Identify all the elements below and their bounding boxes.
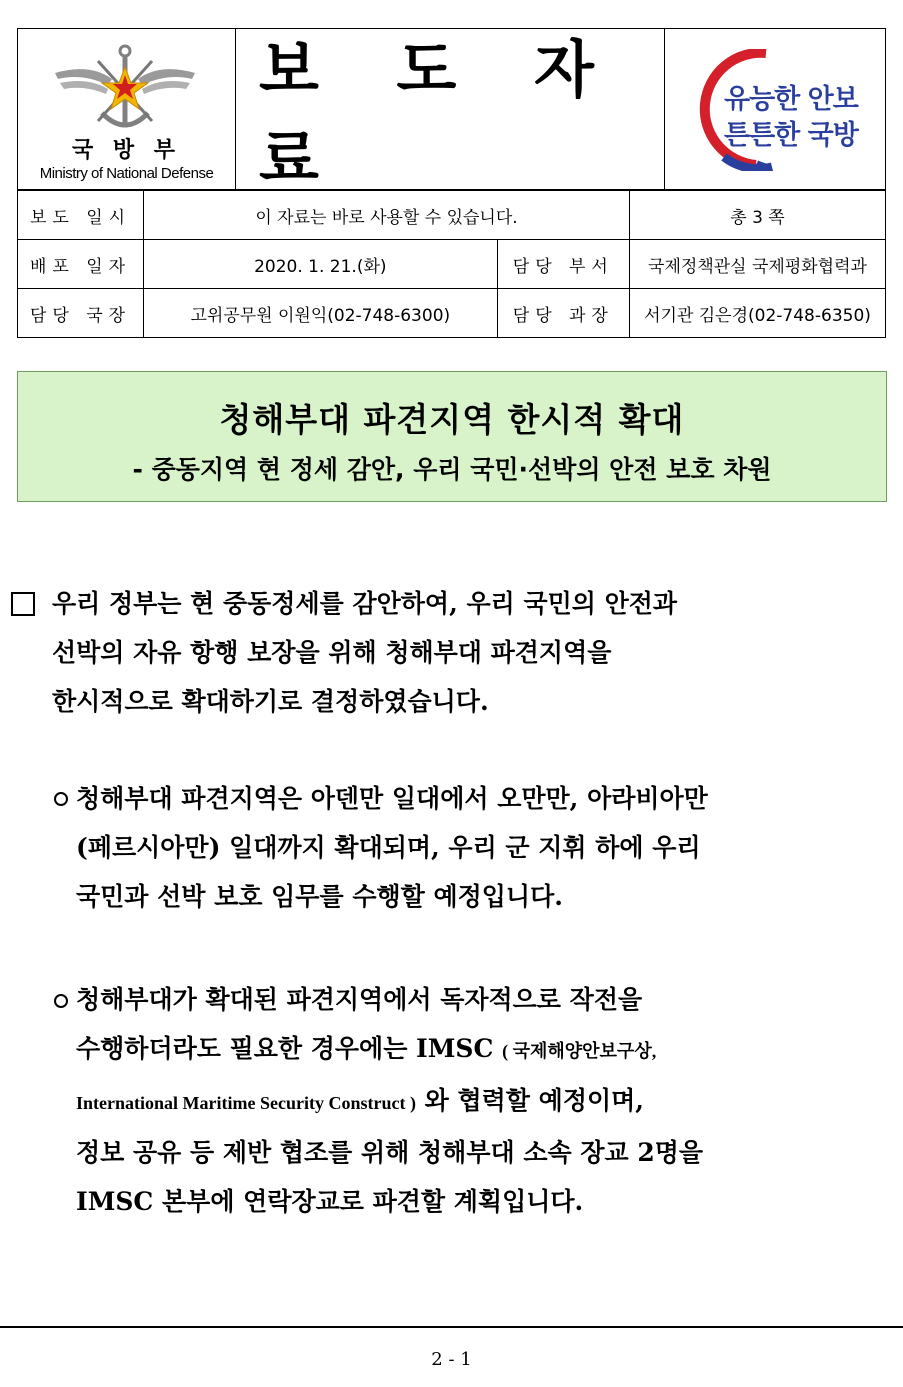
paragraph-3-text: 와 협력할 예정이며, (424, 1086, 644, 1115)
headline-title: 청해부대 파견지역 한시적 확대 (219, 400, 685, 439)
dept-label: 담당 부서 (497, 240, 629, 289)
circle-bullet-icon (54, 994, 68, 1008)
info-row-contacts (18, 289, 886, 338)
slogan-line-2: 튼튼한 국방 (724, 120, 858, 151)
paragraph-1-line: 한시적으로 확대하기로 결정하였습니다. (52, 687, 489, 716)
slogan-cell (666, 29, 886, 189)
defense-emblem-icon (50, 41, 200, 133)
slogan-line-1: 유능한 안보 (724, 84, 858, 115)
doc-title: 보 도 자 료 (235, 29, 665, 189)
info-table (17, 190, 886, 338)
circle-bullet-icon (54, 792, 68, 806)
paragraph-2-line: 국민과 선박 보호 임무를 수행할 예정입니다. (76, 882, 563, 911)
footer-divider (0, 1326, 903, 1328)
paragraph-1-line: 우리 정부는 현 중동정세를 감안하여, 우리 국민의 안전과 (52, 589, 678, 618)
release-label: 보도 일시 (18, 191, 144, 240)
imsc-korean-note: ( 국제해양안보구상, (502, 1041, 657, 1061)
paragraph-2 (76, 774, 708, 921)
paragraph-3-line (76, 1024, 703, 1076)
ministry-logo-cell (18, 29, 236, 189)
dist-label: 배포 일자 (18, 240, 144, 289)
imsc-english-note: International Maritime Security Construct ) (76, 1093, 416, 1113)
info-row-release (18, 191, 886, 240)
paragraph-3-line: 정보 공유 등 제반 협조를 위해 청해부대 소속 장교 2명을 (76, 1138, 704, 1167)
paragraph-3-text: 수행하더라도 필요한 경우에는 IMSC (76, 1034, 494, 1063)
paragraph-3-line: IMSC 본부에 연락장교로 파견할 계획입니다. (76, 1187, 584, 1216)
paragraph-2-line: (페르시아만) 일대까지 확대되며, 우리 군 지휘 하에 우리 (76, 833, 701, 862)
headline-banner (17, 371, 887, 502)
director-label: 담당 국장 (18, 289, 144, 338)
manager-label: 담당 과장 (497, 289, 629, 338)
paragraph-3 (76, 975, 703, 1226)
paragraph-3-line: 청해부대가 확대된 파견지역에서 독자적으로 작전을 (76, 985, 643, 1014)
header-box (17, 28, 886, 195)
paragraph-1-line: 선박의 자유 항행 보장을 위해 청해부대 파견지역을 (52, 638, 612, 667)
paragraph-1 (52, 579, 677, 726)
paragraph-2-line: 청해부대 파견지역은 아덴만 일대에서 오만만, 아라비아만 (76, 784, 708, 813)
pages-value: 총 3 쪽 (630, 191, 886, 240)
paragraph-3-line (76, 1076, 703, 1128)
headline-subtitle: - 중동지역 현 정세 감안, 우리 국민·선박의 안전 보호 차원 (132, 455, 772, 484)
dist-value: 2020. 1. 21.(화) (144, 240, 498, 289)
org-name-english: Ministry of National Defense (39, 165, 214, 182)
release-value: 이 자료는 바로 사용할 수 있습니다. (144, 191, 630, 240)
info-row-distribution (18, 240, 886, 289)
page-number: 2 - 1 (431, 1349, 472, 1370)
director-value: 고위공무원 이원익(02-748-6300) (144, 289, 498, 338)
dept-value: 국제정책관실 국제평화협력과 (630, 240, 886, 289)
org-name-korean: 국 방 부 (71, 137, 182, 163)
square-bullet-icon (11, 592, 35, 616)
manager-value: 서기관 김은경(02-748-6350) (630, 289, 886, 338)
